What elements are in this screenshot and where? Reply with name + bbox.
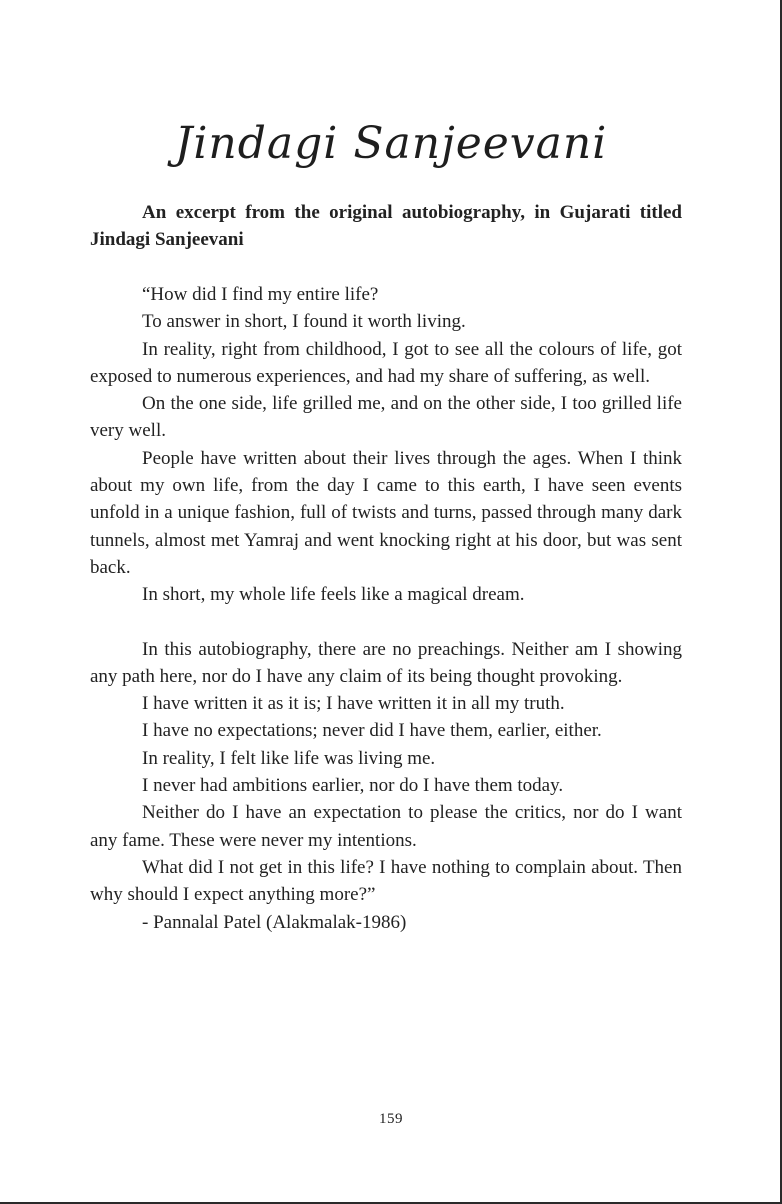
paragraph: On the one side, life grilled me, and on the other side, I too grilled life very well. <box>90 393 682 442</box>
paragraph: In this autobiography, there are no preachings. Neither am I showing any path here, nor do I have any claim of its being thought provoking. <box>90 638 682 687</box>
paragraph: What did I not get in this life? I have nothing to complain about. Then why should I expect anything more?” <box>90 856 682 906</box>
paragraph: I never had ambitions earlier, nor do I have them today. <box>142 775 564 797</box>
paragraph: Neither do I have an expectation to please the critics, nor do I want any fame. These were never my intentions. <box>90 802 682 851</box>
excerpt-body <box>90 281 682 936</box>
paragraph: I have no expectations; never did I have them, earlier, either. <box>142 720 602 742</box>
paragraph: In short, my whole life feels like a magical dream. <box>142 584 525 606</box>
page-number: 159 <box>379 1111 403 1127</box>
paragraph: I have written it as it is; I have written it in all my truth. <box>142 693 565 715</box>
attribution: - Pannalal Patel (Alakmalak-1986) <box>142 911 407 933</box>
paragraph: “How did I find my entire life? <box>142 284 379 305</box>
paragraph: People have written about their lives through the ages. When I think about my own life, from the day I came to this earth, I have seen events unfold in a unique fashion, full of twists and turns, passed through many dark tunnels, almost met Yamraj and went knocking right at his door, but was sent back. <box>90 447 682 578</box>
paragraph: In reality, I felt like life was living me. <box>142 747 436 769</box>
section-gap <box>90 609 682 636</box>
intro-text: An excerpt from the original autobiography, in Gujarati titled Jindagi Sanjeevani <box>90 202 682 251</box>
paragraph: To answer in short, I found it worth living. <box>142 311 466 333</box>
paragraph: In reality, right from childhood, I got to see all the colours of life, got exposed to numerous experiences, and had my share of suffering, as well. <box>90 338 682 387</box>
page-title: Jindagi Sanjeevani <box>174 118 608 169</box>
